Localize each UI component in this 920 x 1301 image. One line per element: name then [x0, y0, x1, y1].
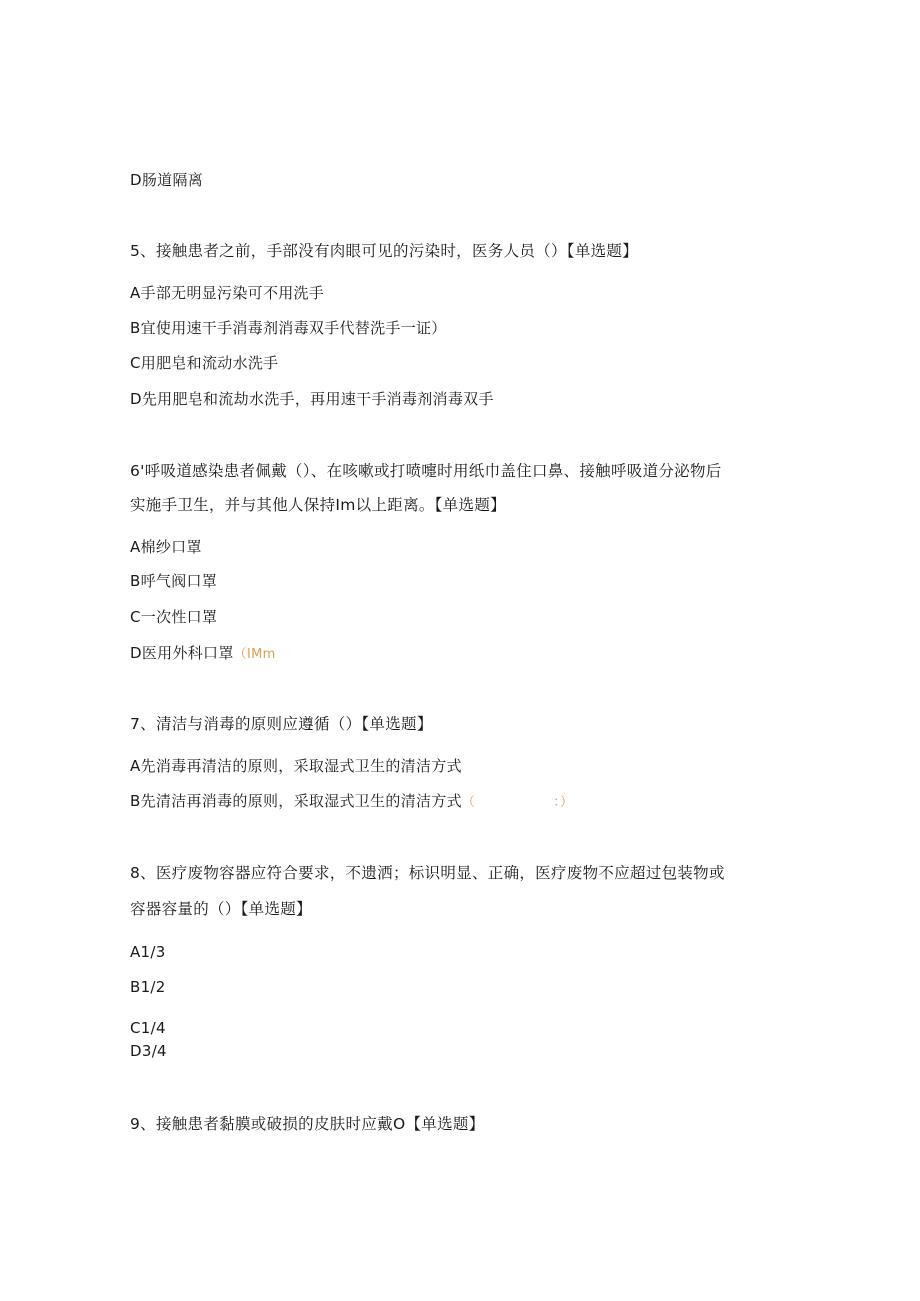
q5-option-a: A手部无明显污染可不用洗手 [130, 284, 325, 302]
q6-question-line1: 6'呼吸道感染患者佩戴（）、在咳嗽或打喷嚏时用纸巾盖住口鼻、接触呼吸道分泌物后 [130, 462, 722, 480]
q7-option-b: B先清洁再消毒的原则，采取湿式卫生的清洁方式 [130, 792, 462, 810]
q6-question-line2: 实施手卫生，并与其他人保持Im以上距离。【单选题】 [130, 496, 506, 514]
q6-option-a: A棉纱口罩 [130, 538, 202, 556]
q8-option-b: B1/2 [130, 978, 166, 996]
q8-option-a: A1/3 [130, 943, 166, 961]
q5-option-c: C用肥皂和流动水洗手 [130, 354, 279, 372]
q9-question: 9、接触患者黏膜或破损的皮肤时应戴O【单选题】 [130, 1115, 485, 1133]
q8-question-line1: 8、医疗废物容器应符合要求，不遗洒；标识明显、正确，医疗废物不应超过包装物或 [130, 864, 725, 882]
q8-option-c: C1/4 [130, 1019, 166, 1037]
q5-question: 5、接触患者之前，手部没有肉眼可见的污染时，医务人员（）【单选题】 [130, 242, 639, 260]
q8-question-line2: 容器容量的（）【单选题】 [130, 900, 312, 918]
q6-option-b: B呼气阀口罩 [130, 572, 218, 590]
q7-option-b-annotation-open: （ [461, 795, 476, 810]
q7-option-b-row [130, 791, 573, 813]
q7-option-b-annotation-close: ：） [553, 795, 574, 810]
q6-option-d-row [130, 643, 276, 665]
q6-option-d: D医用外科口罩 [130, 644, 234, 662]
q4-option-d: D肠道隔离 [130, 171, 204, 189]
q7-option-a: A先消毒再清洁的原则，采取湿式卫生的清洁方式 [130, 757, 462, 775]
q5-option-d: D先用肥皂和流劫水洗手，再用速干手消毒剂消毒双手 [130, 390, 494, 408]
q6-option-d-annotation: （IMm [233, 647, 276, 662]
q7-question: 7、清洁与消毒的原则应遵循（）【单选题】 [130, 715, 433, 733]
q5-option-b: B宜使用速干手消毒剂消毒双手代替洗手一证） [130, 319, 447, 337]
q6-option-c: C一次性口罩 [130, 608, 218, 626]
q8-option-d: D3/4 [130, 1042, 167, 1060]
